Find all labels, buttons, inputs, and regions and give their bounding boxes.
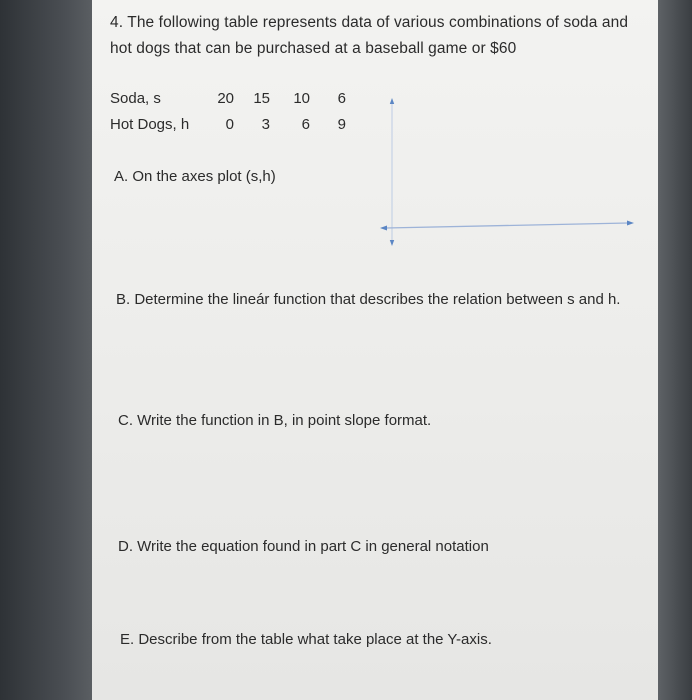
part-e: E. Describe from the table what take place at the Y-axis. (120, 631, 492, 648)
table-cell: 0 (225, 116, 234, 133)
row-label: Hot Dogs, h (110, 116, 190, 133)
x-axis-arrow-left (380, 226, 387, 231)
part-a: A. On the axes plot (s,h) (114, 168, 276, 185)
y-axis-arrow-up (390, 98, 394, 104)
x-axis-arrow-right (627, 221, 634, 226)
table-cell: 10 (293, 90, 310, 107)
background-left (0, 0, 92, 700)
table-cell: 20 (217, 90, 234, 107)
table-cell: 3 (261, 116, 270, 133)
table-row-hot-dogs (110, 116, 370, 142)
data-table (110, 90, 370, 142)
part-d: D. Write the equation found in part C in general notation (118, 538, 489, 555)
x-axis (386, 223, 628, 228)
background-right (658, 0, 692, 700)
table-cell: 15 (253, 90, 270, 107)
table-cell: 6 (301, 116, 310, 133)
question-title: 4. The following table represents data of various combinations of soda and hot dogs that can be purchased at a baseball game or $60 (110, 14, 629, 57)
coordinate-axes (376, 92, 640, 262)
table-row-soda (110, 90, 370, 116)
worksheet-page (92, 0, 658, 700)
table-cell: 6 (337, 90, 346, 107)
y-axis-arrow-down (390, 240, 394, 246)
row-label: Soda, s (110, 90, 161, 107)
part-b: B. Determine the lineár function that describes the relation between s and h. (116, 291, 621, 308)
part-c: C. Write the function in B, in point slope format. (118, 412, 432, 429)
table-cell: 9 (337, 116, 346, 133)
